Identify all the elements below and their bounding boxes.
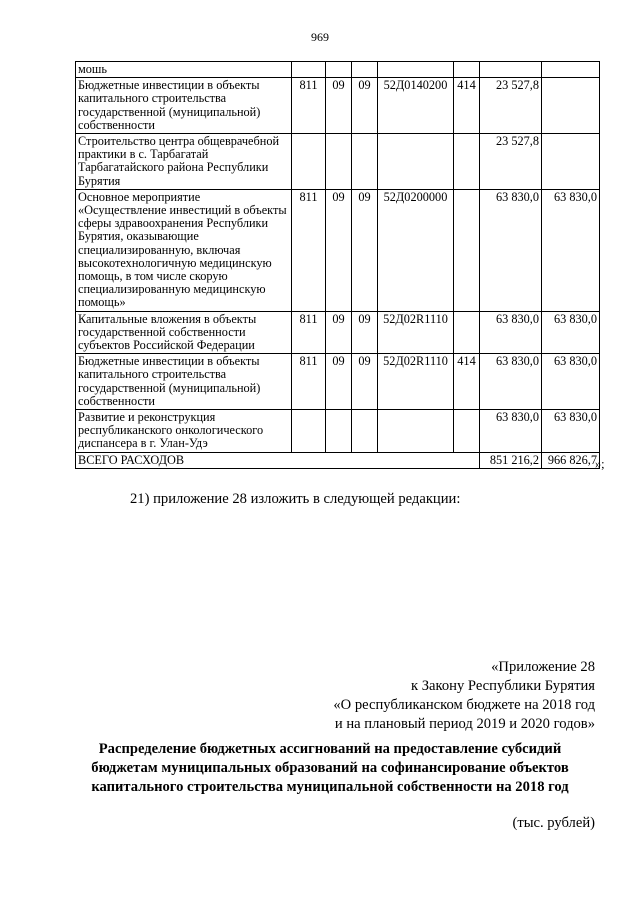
subsection-code: 09	[352, 78, 378, 134]
subsection-code: 09	[352, 354, 378, 410]
subsection-code	[352, 410, 378, 453]
ministry-code: 811	[292, 354, 326, 410]
target-article	[378, 62, 454, 78]
units-label: (тыс. рублей)	[512, 815, 595, 831]
target-article: 52Д02R1110	[378, 311, 454, 354]
sum-2020: 63 830,0	[542, 189, 600, 311]
sum-2020: 63 830,0	[542, 354, 600, 410]
row-name: Развитие и реконструкция республиканского онкологического диспансера в г. Улан-Удэ	[76, 410, 292, 453]
subsection-code	[352, 134, 378, 190]
subsection-code: 09	[352, 189, 378, 311]
table-row	[76, 62, 600, 78]
table-row	[76, 189, 600, 311]
subsection-code	[352, 62, 378, 78]
section-code	[326, 134, 352, 190]
total-row	[76, 452, 600, 468]
ministry-code: 811	[292, 311, 326, 354]
row-name: Бюджетные инвестиции в объекты капитального строительства государственной (муниципальной) собственности	[76, 78, 292, 134]
section-code: 09	[326, 311, 352, 354]
subsection-code: 09	[352, 311, 378, 354]
expense-type: 414	[454, 78, 480, 134]
row-name: Строительство центра общеврачебной практики в с. Тарбагатай Тарбагатайского района Республики Бурятия	[76, 134, 292, 190]
ministry-code: 811	[292, 78, 326, 134]
appendix-line: к Закону Республики Бурятия	[410, 678, 595, 694]
budget-table	[75, 61, 600, 469]
section-code: 09	[326, 78, 352, 134]
table-row	[76, 134, 600, 190]
expense-type	[454, 62, 480, 78]
heading-line: капитального строительства муниципальной собственности на 2018 год	[91, 779, 569, 795]
ministry-code: 811	[292, 189, 326, 311]
sum-2020	[542, 134, 600, 190]
appendix-line: «Приложение 28	[491, 659, 595, 675]
table-row	[76, 311, 600, 354]
total-sum-2020: 966 826,7	[542, 452, 600, 468]
sum-2020	[542, 62, 600, 78]
sum-2020: 63 830,0	[542, 311, 600, 354]
row-name: Основное мероприятие «Осуществление инвестиций в объекты сферы здравоохранения Республики Бурятия, оказывающие специализированную, включая высокотехнологичную медицинскую помощь, в том числе скорую специализированную медицинскую помощь»	[76, 189, 292, 311]
ministry-code	[292, 134, 326, 190]
ministry-code	[292, 62, 326, 78]
sum-2019	[480, 62, 542, 78]
table-row	[76, 354, 600, 410]
expense-type: 414	[454, 354, 480, 410]
ministry-code	[292, 410, 326, 453]
table-row	[76, 78, 600, 134]
target-article: 52Д02R1110	[378, 354, 454, 410]
row-name: Бюджетные инвестиции в объекты капитального строительства государственной (муниципальной) собственности	[76, 354, 292, 410]
appendix-line: и на плановый период 2019 и 2020 годов»	[334, 716, 595, 732]
sum-2020	[542, 78, 600, 134]
page-number: 969	[311, 30, 329, 44]
document-heading	[60, 740, 600, 797]
row-name: мошь	[76, 62, 292, 78]
sum-2019: 23 527,8	[480, 134, 542, 190]
closing-quote: »;	[595, 457, 605, 471]
row-name: Капитальные вложения в объекты государственной собственности субъектов Российской Федерации	[76, 311, 292, 354]
target-article: 52Д0140200	[378, 78, 454, 134]
expense-type	[454, 189, 480, 311]
table-row	[76, 410, 600, 453]
section-code	[326, 62, 352, 78]
sum-2019: 63 830,0	[480, 189, 542, 311]
target-article	[378, 134, 454, 190]
section-code	[326, 410, 352, 453]
section-code: 09	[326, 354, 352, 410]
sum-2020: 63 830,0	[542, 410, 600, 453]
expense-type	[454, 134, 480, 190]
expense-type	[454, 311, 480, 354]
target-article: 52Д0200000	[378, 189, 454, 311]
heading-line: Распределение бюджетных ассигнований на предоставление субсидий	[98, 741, 562, 757]
amendment-instruction: 21) приложение 28 изложить в следующей редакции:	[130, 491, 461, 507]
appendix-header	[333, 658, 595, 734]
sum-2019: 63 830,0	[480, 354, 542, 410]
sum-2019: 63 830,0	[480, 410, 542, 453]
total-label: ВСЕГО РАСХОДОВ	[76, 452, 480, 468]
expense-type	[454, 410, 480, 453]
section-code: 09	[326, 189, 352, 311]
total-sum-2019: 851 216,2	[480, 452, 542, 468]
table-body	[76, 62, 600, 469]
target-article	[378, 410, 454, 453]
sum-2019: 23 527,8	[480, 78, 542, 134]
heading-line: бюджетам муниципальных образований на софинансирование объектов	[91, 760, 569, 776]
sum-2019: 63 830,0	[480, 311, 542, 354]
appendix-line: «О республиканском бюджете на 2018 год	[333, 697, 595, 713]
